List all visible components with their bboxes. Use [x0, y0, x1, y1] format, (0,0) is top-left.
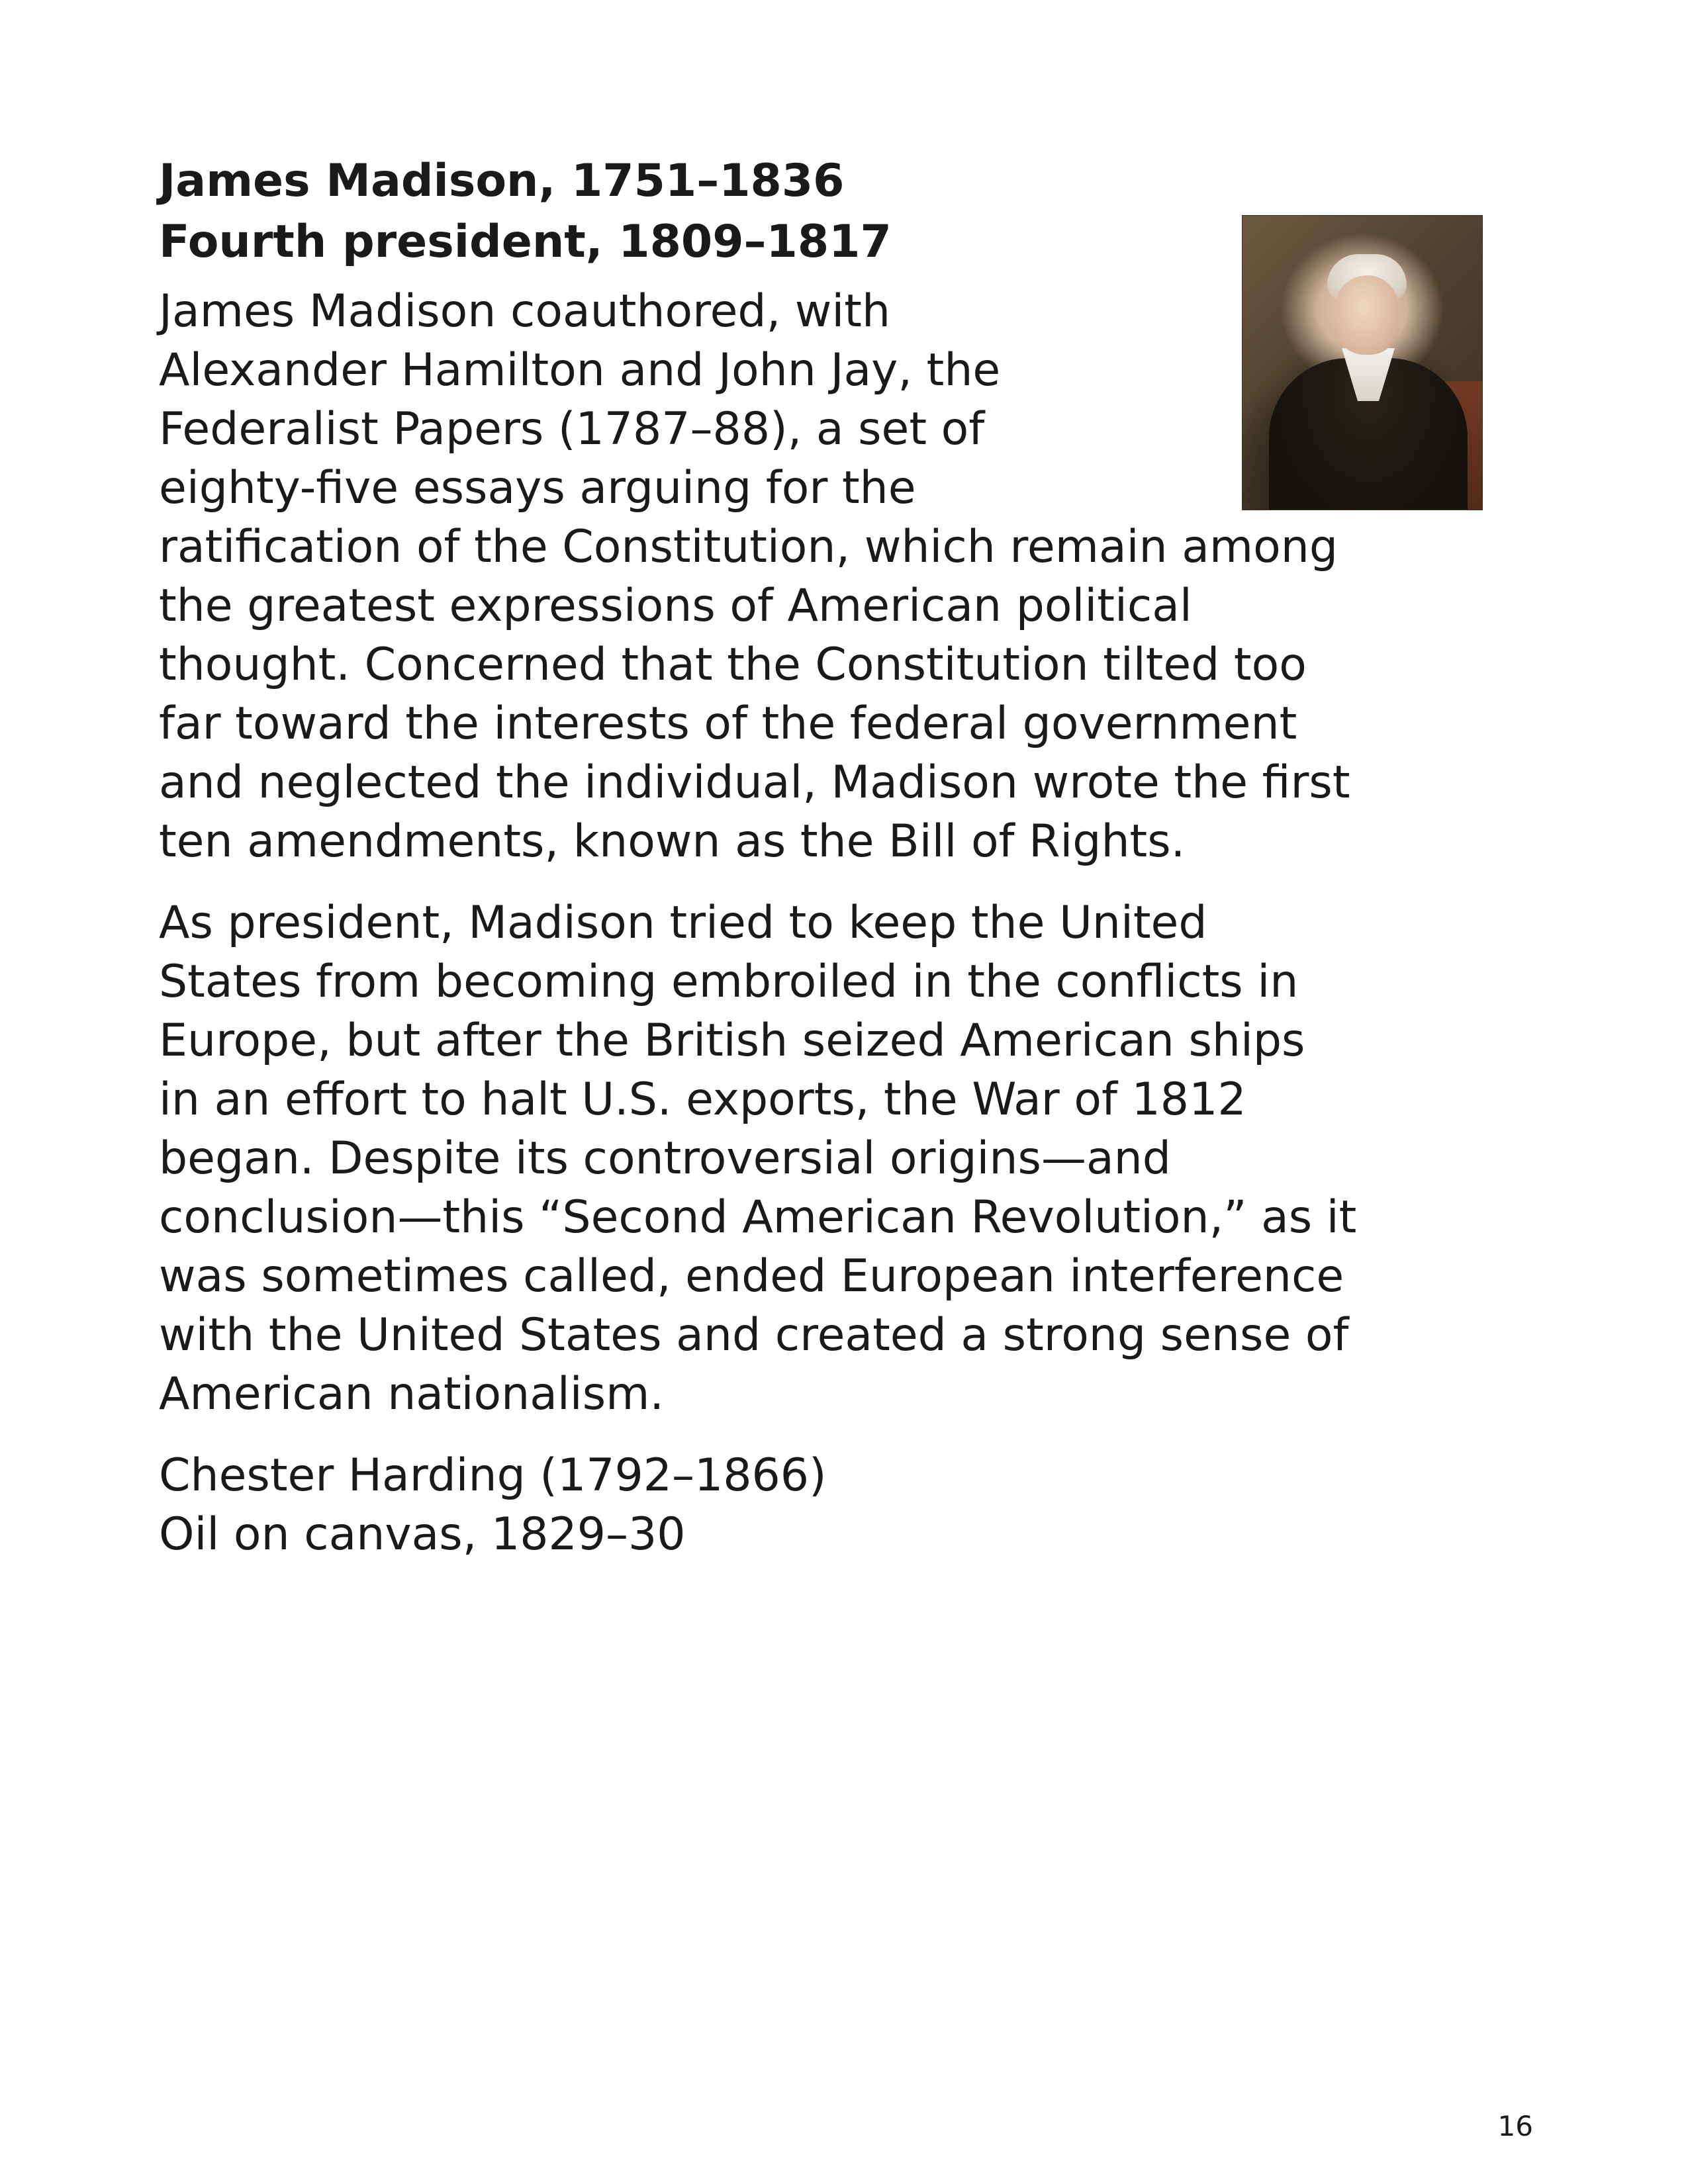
page-number: 16	[1497, 2110, 1533, 2142]
text-line: American nationalism.	[159, 1368, 664, 1420]
portrait-image	[1242, 215, 1483, 510]
text-line: Alexander Hamilton and John Jay, the	[159, 344, 1001, 396]
title-presidency: Fourth president, 1809–1817	[159, 216, 892, 268]
text-line: with the United States and created a strong sense of	[159, 1309, 1349, 1361]
biography-paragraph-2	[159, 893, 1549, 1424]
document-page	[159, 151, 1549, 1564]
text-line: in an effort to halt U.S. exports, the War of 1812	[159, 1073, 1246, 1126]
artwork-credits	[159, 1446, 1549, 1564]
text-line: eighty-five essays arguing for the	[159, 462, 916, 514]
text-line: Federalist Papers (1787–88), a set of	[159, 403, 985, 455]
text-line: began. Despite its controversial origins—and	[159, 1132, 1171, 1185]
text-line: ratification of the Constitution, which remain among	[159, 521, 1338, 573]
artist-credit: Chester Harding (1792–1866)	[159, 1449, 827, 1502]
text-line: conclusion—this “Second American Revolution,” as it	[159, 1191, 1357, 1244]
text-line: was sometimes called, ended European interference	[159, 1250, 1344, 1302]
text-line: Europe, but after the British seized American ships	[159, 1015, 1305, 1067]
text-line: far toward the interests of the federal government	[159, 698, 1297, 750]
portrait-face-shape	[1335, 275, 1399, 355]
title-name-dates: James Madison, 1751–1836	[159, 155, 845, 207]
medium-credit: Oil on canvas, 1829–30	[159, 1508, 686, 1561]
text-line: thought. Concerned that the Constitution tilted too	[159, 639, 1307, 691]
text-line: ten amendments, known as the Bill of Rights.	[159, 815, 1186, 868]
text-line: and neglected the individual, Madison wrote the first	[159, 756, 1350, 809]
text-line: As president, Madison tried to keep the United	[159, 897, 1207, 949]
text-line: the greatest expressions of American political	[159, 580, 1192, 632]
text-line: James Madison coauthored, with	[159, 285, 891, 338]
text-line: States from becoming embroiled in the conflicts in	[159, 956, 1299, 1008]
